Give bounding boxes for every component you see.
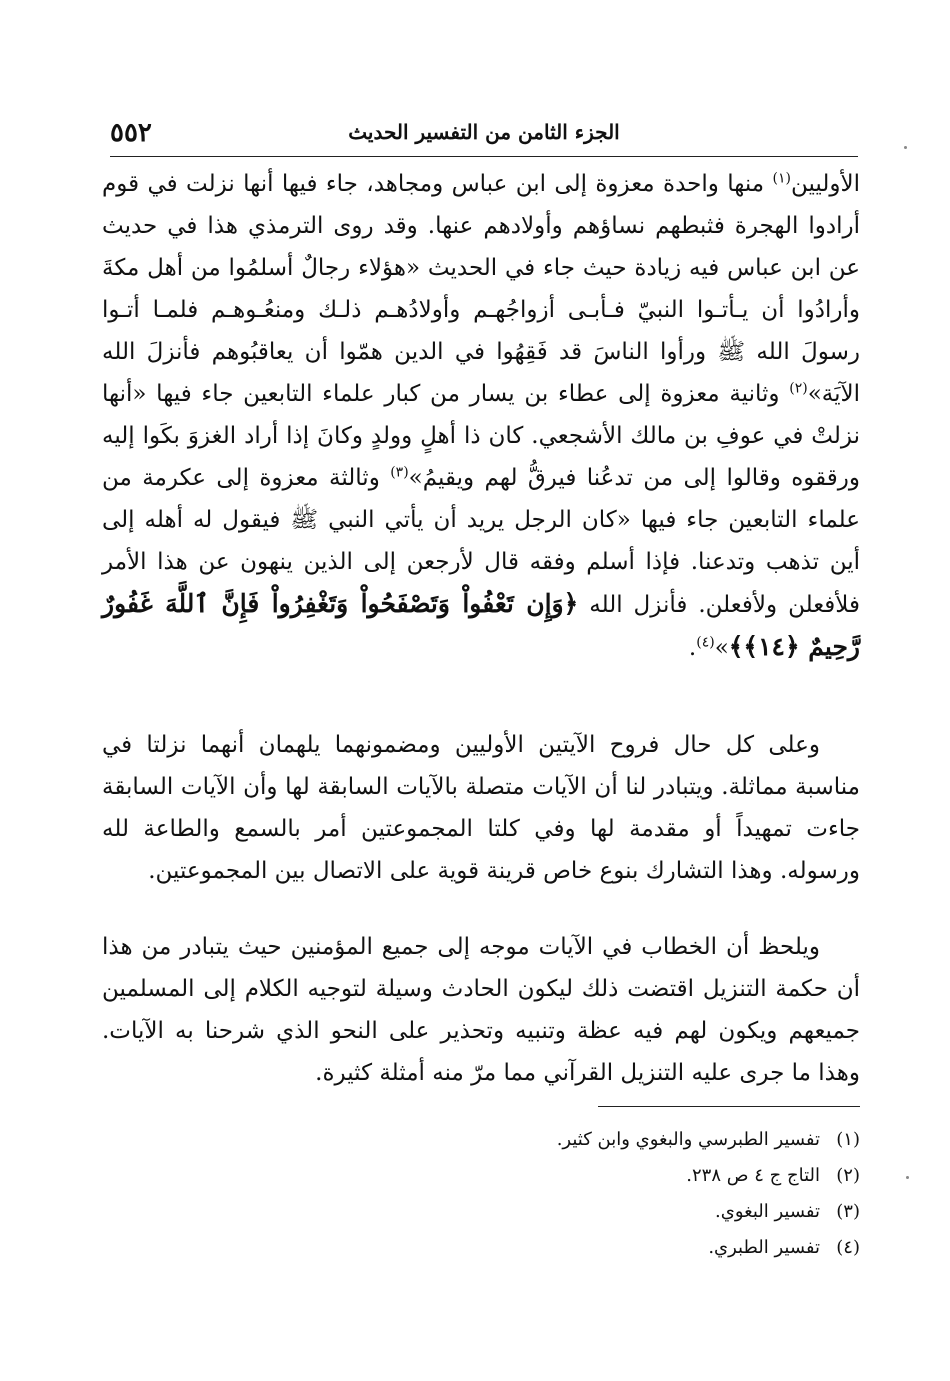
paragraph-1-text: منها واحدة معزوة إلى ابن عباس ومجاهد، جاء فيها أنها نزلت في قوم أرادوا الهجرة فثبطهم نساؤهم وأولادهم عنها. وقد روى الترمذي هذا في حديث عن ابن عباس فيه زيادة حيث جاء في الحديث «هؤلاء رجالٌ أسلمُوا من أهل مكةَ وأرادُوا أن يـأتـوا النبيّ فـأبـى أزواجُهـم وأولادُهـم ذلـك ومنعُـوهـم فلمـا أتـوا رسولَ الله ﷺ ورأوا الناسَ قد فَقِهُوا في الدين همّوا أن يعاقبُوهم فأنزلَ الله الآيَة» [102, 171, 860, 407]
footnote-number: (٣) [836, 1201, 860, 1222]
paragraph-1-text: وثالثة معزوة إلى عكرمة من علماء التابعين جاء فيها «كان الرجل يريد أن يأتي النبي ﷺ فيقول له أهله إلى أين تذهب وتدعنا. فإذا أسلم وفقه قال لأرجعن إلى الذين ينهون عن هذا الأمر فلأفعلن ولأفعلن. فأنزل الله [102, 465, 860, 618]
footnote-ref-1: (١) [772, 170, 791, 187]
footnote-text: التاج ج ٤ ص ٢٣٨. [686, 1165, 820, 1186]
footnote-ref-3: (٣) [390, 464, 409, 481]
paragraph-1 [102, 163, 860, 669]
page-header [110, 112, 858, 157]
footnotes [400, 1122, 860, 1266]
footnote-number: (١) [836, 1129, 860, 1150]
footnote-2 [400, 1158, 860, 1194]
scan-speck [904, 146, 907, 149]
footnote-text: تفسير البغوي. [715, 1201, 820, 1222]
footnote-3 [400, 1194, 860, 1230]
footnote-ref-2: (٢) [789, 380, 808, 397]
paragraph-3: ويلحظ أن الخطاب في الآيات موجه إلى جميع المؤمنين حيث يتبادر من هذا أن حكمة التنزيل اقتضت ذلك ليكون الحادث وسيلة لتوجيه الكلام إلى المسلمين جميعهم ويكون لهم فيه عظة وتنبيه وتحذير على النحو الذي شرحنا به الآيات. وهذا ما جرى عليه التنزيل القرآني مما مرّ منه أمثلة كثيرة. [102, 934, 860, 1086]
footnote-divider [598, 1106, 860, 1107]
paragraph-1-text: الأوليين [790, 171, 860, 197]
page-number: ٥٥٢ [110, 118, 152, 148]
footnote-text: تفسير الطبري. [708, 1237, 820, 1258]
paragraph-1-text: » [714, 635, 729, 661]
paragraph-2: وعلى كل حال فروح الآيتين الأوليين ومضمونهما يلهمان أنهما نزلتا في مناسبة مماثلة. ويتبادر لنا أن الآيات متصلة بالآيات السابقة لها وأن الآيات السابقة جاءت تمهيداً أو مقدمة لها وفي كلتا المجموعتين أمر بالسمع والطاعة لله ورسوله. وهذا التشارك بنوع خاص قرينة قوية على الاتصال بين المجموعتين. [102, 732, 860, 884]
footnote-4 [400, 1230, 860, 1266]
quran-verse: ﴿وَإِن تَعْفُواْ وَتَصْفَحُواْ وَتَغْفِرُواْ فَإِنَّ ٱللَّهَ غَفُورٌ رَّحِيمٌ ﴿١٤﴾﴾ [102, 589, 860, 661]
scan-speck [906, 1176, 909, 1179]
running-title: الجزء الثامن من التفسير الحديث [348, 120, 620, 144]
footnote-number: (٤) [836, 1237, 860, 1258]
paragraph-1-text: وثانية معزوة إلى عطاء بن يسار من كبار علماء التابعين جاء فيها «أنها نزلتْ في عوفِ بن مالك الأشجعي. كان ذا أهلٍ وولدٍ وكانَ إذا أراد الغزوَ بكَوا إليه ورققوه وقالوا إلى من تدعُنا فيرقُّ لهم ويقيمُ» [102, 381, 860, 491]
footnote-number: (٢) [836, 1165, 860, 1186]
paragraph-1-text: . [688, 635, 697, 661]
footnote-ref-4: (٤) [696, 634, 715, 651]
footnote-1 [400, 1122, 860, 1158]
footnote-text: تفسير الطبرسي والبغوي وابن كثير. [556, 1129, 820, 1150]
